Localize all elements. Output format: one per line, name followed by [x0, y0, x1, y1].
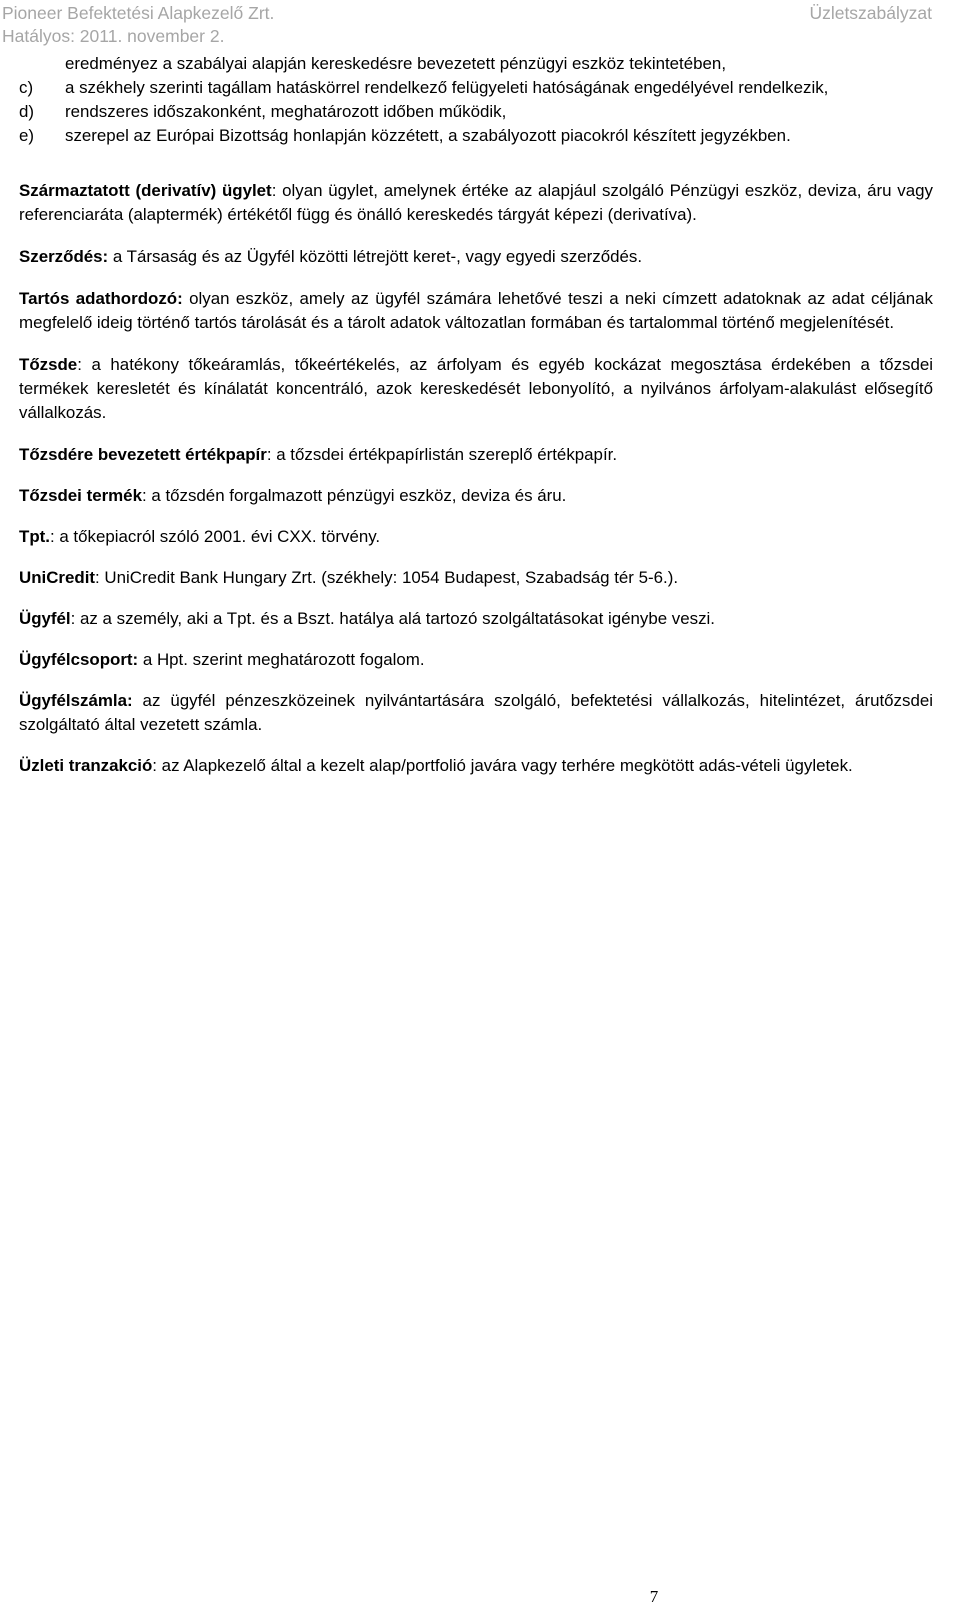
- definition-term: Ügyfélszámla:: [19, 691, 133, 710]
- definition-text: : az Alapkezelő által a kezelt alap/portfolió javára vagy terhére megkötött adás-vételi ügyletek.: [152, 756, 853, 775]
- definition-paragraph: [19, 443, 933, 467]
- list-item-c: [19, 76, 933, 100]
- list-item-text: rendszeres időszakonként, meghatározott időben működik,: [65, 102, 507, 121]
- definition-text: olyan eszköz, amely az ügyfél számára lehetővé teszi a neki címzett adatoknak az adat céljának megfelelő ideig történő tartós tárolását és a tárolt adatok változatlan formában és tartalommal történő megjelenítését.: [19, 289, 933, 332]
- definition-text: : a tőzsdei értékpapírlistán szereplő értékpapír.: [266, 445, 618, 464]
- definition-term: Ügyfélcsoport:: [19, 650, 139, 669]
- definition-paragraph: [19, 566, 933, 590]
- header-document-title: Üzletszabályzat: [809, 3, 932, 23]
- definition-text: : olyan ügylet, amelynek értéke az alapjául szolgáló Pénzügyi eszköz, deviza, áru vagy referenciaráta (alaptermék) értékétől függ és önálló kereskedés tárgyát képezi (derivatíva).: [19, 181, 933, 224]
- definition-term: Tartós adathordozó:: [19, 289, 183, 308]
- definition-term: Tőzsde: [19, 355, 78, 374]
- document-body: [19, 52, 933, 778]
- definition-paragraph: [19, 607, 933, 631]
- definition-term: Ügyfél: [19, 609, 71, 628]
- page-number: 7: [649, 1587, 659, 1606]
- list-item-e: [19, 124, 933, 148]
- definition-term: Szerződés:: [19, 247, 109, 266]
- page-header: [0, 0, 960, 46]
- definition-paragraph: [19, 179, 933, 227]
- definition-term: Üzleti tranzakció: [19, 756, 153, 775]
- definition-text: : a tőkepiacról szóló 2001. évi CXX. törvény.: [49, 527, 381, 546]
- definition-paragraph: [19, 525, 933, 549]
- definition-paragraph: [19, 648, 933, 672]
- header-effective-date: Hatályos: 2011. november 2.: [2, 26, 225, 46]
- definition-text: az ügyfél pénzeszközeinek nyilvántartására szolgáló, befektetési vállalkozás, hitelintézet, árutőzsdei szolgáltató által vezetett számla.: [19, 691, 933, 734]
- definition-text: : UniCredit Bank Hungary Zrt. (székhely: 1054 Budapest, Szabadság tér 5-6.).: [95, 568, 679, 587]
- definition-text: a Társaság és az Ügyfél közötti létrejött keret-, vagy egyedi szerződés.: [108, 247, 643, 266]
- definition-text: : a tőzsdén forgalmazott pénzügyi eszköz, deviza és áru.: [141, 486, 567, 505]
- list-continuation: eredményez a szabályai alapján kereskedésre bevezetett pénzügyi eszköz tekintetében,: [65, 54, 727, 73]
- definition-term: Származtatott (derivatív) ügylet: [19, 181, 272, 200]
- definition-paragraph: [19, 353, 933, 425]
- definition-term: Tőzsdei termék: [19, 486, 142, 505]
- definition-text: : a hatékony tőkeáramlás, tőkeértékelés, az árfolyam és egyéb kockázat megosztása érdekében a tőzsdei termékek keresletét és kínálatát koncentráló, azok kereskedését lebonyolító, a nyilvános árfolyam-alakulást elősegítő vállalkozás.: [19, 355, 933, 422]
- definition-term: Tpt.: [19, 527, 50, 546]
- definition-term: UniCredit: [19, 568, 96, 587]
- list-marker: e): [19, 126, 35, 145]
- definition-term: Tőzsdére bevezetett értékpapír: [19, 445, 267, 464]
- definition-paragraph: [19, 754, 933, 778]
- list-item-d: [19, 100, 933, 124]
- definition-text: : az a személy, aki a Tpt. és a Bszt. hatálya alá tartozó szolgáltatásokat igénybe veszi.: [70, 609, 715, 628]
- definition-paragraph: [19, 287, 933, 335]
- definition-paragraph: [19, 484, 933, 508]
- list-item-text: szerepel az Európai Bizottság honlapján közzétett, a szabályozott piacokról készített jegyzékben.: [65, 126, 791, 145]
- list-marker: c): [19, 78, 34, 97]
- definition-text: a Hpt. szerint meghatározott fogalom.: [138, 650, 425, 669]
- definition-paragraph: [19, 689, 933, 737]
- list-marker: d): [19, 102, 35, 121]
- definition-paragraph: [19, 245, 933, 269]
- list-item-text: a székhely szerinti tagállam hatáskörrel rendelkező felügyeleti hatóságának engedélyével rendelkezik,: [65, 78, 829, 97]
- header-company: Pioneer Befektetési Alapkezelő Zrt.: [2, 3, 275, 23]
